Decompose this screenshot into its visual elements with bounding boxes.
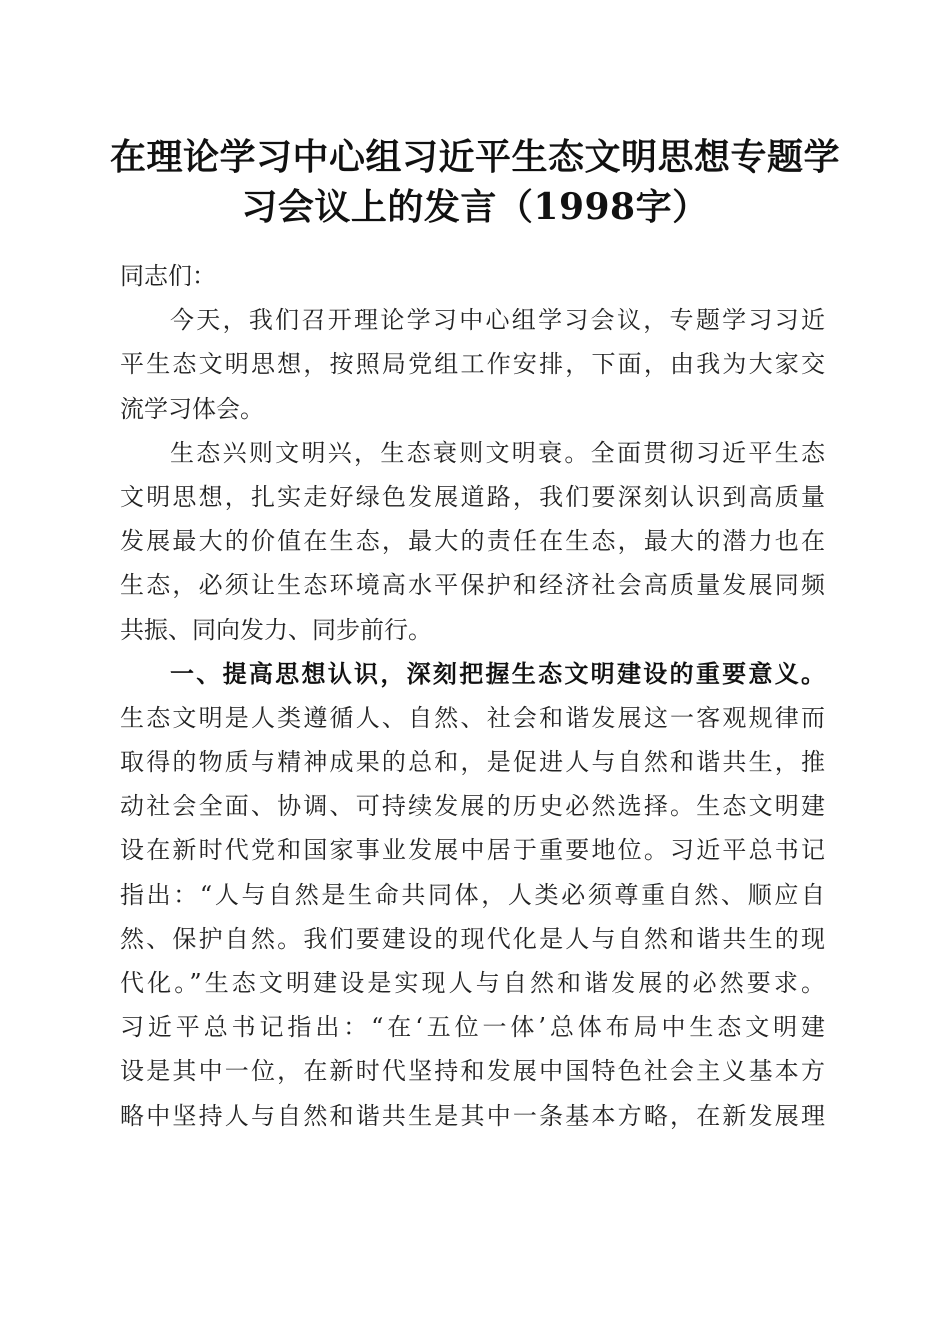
salutation: 同志们： — [120, 262, 216, 290]
paragraph-3-line: 然、保护自然。我们要建设的现代化是人与自然和谐共生的现 — [120, 924, 825, 953]
paragraph-1-line: 今天，我们召开理论学习中心组学习会议，专题学习习近 — [170, 306, 825, 335]
document-body — [120, 254, 825, 1138]
paragraph-3-line: 取得的物质与精神成果的总和，是促进人与自然和谐共生，推 — [120, 748, 825, 777]
document-title — [110, 132, 840, 232]
paragraph-3-line: 指出：“人与自然是生命共同体，人类必须尊重自然、顺应自 — [120, 880, 825, 909]
title-line-1: 在理论学习中心组习近平生态文明思想专题学 — [110, 136, 841, 178]
paragraph-2-line: 生态，必须让生态环境高水平保护和经济社会高质量发展同频 — [120, 571, 825, 600]
paragraph-3-line: 设在新时代党和国家事业发展中居于重要地位。习近平总书记 — [120, 836, 825, 865]
paragraph-3-line: 生态文明是人类遵循人、自然、社会和谐发展这一客观规律而 — [120, 703, 825, 732]
paragraph-2-line: 共振、同向发力、同步前行。 — [120, 615, 432, 644]
paragraph-3-line: 动社会全面、协调、可持续发展的历史必然选择。生态文明建 — [120, 792, 825, 821]
paragraph-3-line: 略中坚持人与自然和谐共生是其中一条基本方略，在新发展理 — [120, 1101, 825, 1130]
paragraph-3-line: 习近平总书记指出：“在‘五位一体’总体布局中生态文明建 — [120, 1013, 825, 1042]
paragraph-1-line: 流学习体会。 — [120, 394, 264, 423]
paragraph-2-line: 文明思想，扎实走好绿色发展道路，我们要深刻认识到高质量 — [120, 482, 825, 511]
title-line-2: 习会议上的发言（1998字） — [241, 186, 709, 228]
paragraph-2-line: 生态兴则文明兴，生态衰则文明衰。全面贯彻习近平生态 — [170, 438, 825, 467]
paragraph-2-line: 发展最大的价值在生态，最大的责任在生态，最大的潜力也在 — [120, 527, 825, 556]
paragraph-3-line: 代化。”生态文明建设是实现人与自然和谐发展的必然要求。 — [120, 969, 825, 997]
paragraph-1-line: 平生态文明思想，按照局党组工作安排，下面，由我为大家交 — [120, 350, 825, 379]
paragraph-3-line: 设是其中一位，在新时代坚持和发展中国特色社会主义基本方 — [120, 1057, 825, 1086]
section-heading-1: 一、提高思想认识，深刻把握生态文明建设的重要意义。 — [170, 658, 825, 688]
